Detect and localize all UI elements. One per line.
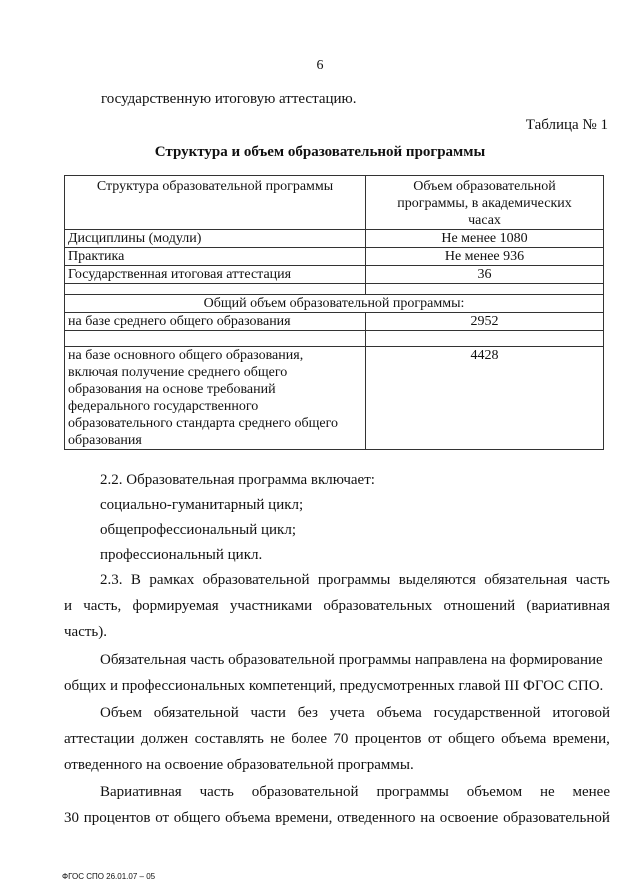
paragraph-line: Обязательная часть образовательной программы направлена на формирование	[100, 652, 603, 668]
intro-line: государственную итоговую аттестацию.	[101, 91, 357, 107]
word: части	[250, 705, 286, 721]
word: должен	[140, 731, 189, 747]
word: объемом	[466, 784, 523, 800]
word: времени,	[552, 731, 610, 747]
section-2-3-line	[64, 598, 610, 615]
word: часть,	[83, 598, 122, 614]
header-volume-line: часах	[468, 213, 501, 228]
header-volume-line: программы, в академических	[397, 196, 572, 211]
total-header-cell: Общий объем образовательной программы:	[65, 295, 604, 313]
word: процентов	[83, 810, 151, 826]
row-value: Не менее 1080	[366, 230, 604, 248]
word: не	[539, 784, 555, 800]
word: учета	[329, 705, 365, 721]
row-label-line: образования на основе требований	[68, 382, 276, 397]
paragraph-line	[100, 705, 610, 722]
word: объема	[501, 731, 547, 747]
word: обязательная	[484, 572, 568, 588]
row-label: Государственная итоговая аттестация	[65, 266, 366, 284]
word: обязательной	[153, 705, 239, 721]
word: объема	[376, 705, 422, 721]
word: формируемая	[132, 598, 219, 614]
table-row	[65, 248, 604, 266]
word: от	[427, 731, 442, 747]
page-number: 6	[316, 58, 324, 73]
word: Вариативная	[100, 784, 182, 800]
section-2-3-line	[100, 572, 610, 589]
spacer-cell	[366, 331, 604, 347]
paragraph-line	[100, 784, 610, 801]
word: выделяются	[398, 572, 476, 588]
word: часть	[575, 572, 610, 588]
table-header-row	[65, 176, 604, 230]
word: (вариативная	[526, 598, 610, 614]
word: образовательных	[323, 598, 433, 614]
paragraph-line	[64, 731, 610, 748]
word: общего	[448, 731, 495, 747]
word: отведенного	[337, 810, 416, 826]
word: от	[155, 810, 170, 826]
word: составлять	[194, 731, 264, 747]
word: образовательной	[503, 810, 610, 826]
word: рамках	[149, 572, 195, 588]
word: времени,	[275, 810, 333, 826]
word: программы	[317, 572, 391, 588]
table-spacer-row	[65, 284, 604, 295]
program-structure-table	[64, 175, 604, 450]
word: процентов	[354, 731, 422, 747]
table-spacer-row	[65, 331, 604, 347]
table-row	[65, 313, 604, 331]
header-structure-cell: Структура образовательной программы	[65, 176, 366, 230]
word: В	[130, 572, 141, 588]
word: 2.3.	[100, 572, 123, 588]
word: образовательной	[251, 784, 359, 800]
section-2-3-line: часть).	[64, 624, 108, 640]
word: менее	[572, 784, 610, 800]
section-2-2: 2.2. Образовательная программа включает:	[100, 472, 375, 488]
word: на	[420, 810, 435, 826]
header-volume-line: Объем образовательной	[413, 179, 556, 194]
row-label-line: образовательного стандарта среднего общего	[68, 416, 338, 431]
row-value: 4428	[366, 347, 604, 450]
row-label-line: образования	[68, 433, 142, 448]
word: отношений	[443, 598, 516, 614]
paragraph-line	[64, 810, 610, 827]
word: итоговой	[552, 705, 610, 721]
cycle-item: социально-гуманитарный цикл;	[100, 497, 304, 513]
word: 70	[333, 731, 349, 747]
row-label-line: включая получение среднего общего	[68, 365, 288, 380]
word: Объем	[100, 705, 142, 721]
row-value: Не менее 936	[366, 248, 604, 266]
word: общего	[173, 810, 221, 826]
word: образовательной	[202, 572, 310, 588]
table-row	[65, 230, 604, 248]
table-title: Структура и объем образовательной программы	[154, 144, 486, 160]
row-label: на базе среднего общего образования	[65, 313, 366, 331]
word: и	[64, 598, 73, 614]
paragraph-line: отведенного на освоение образовательной программы.	[64, 757, 414, 773]
spacer-cell	[65, 284, 366, 295]
word: часть	[199, 784, 234, 800]
table-row	[65, 266, 604, 284]
spacer-cell	[65, 331, 366, 347]
row-value: 36	[366, 266, 604, 284]
word: более	[291, 731, 328, 747]
word: не	[270, 731, 285, 747]
row-label: Практика	[65, 248, 366, 266]
cycle-item: общепрофессиональный цикл;	[100, 522, 296, 538]
word: программы	[376, 784, 449, 800]
spacer-cell	[366, 284, 604, 295]
row-label	[65, 347, 366, 450]
word: без	[297, 705, 318, 721]
row-label-line: на базе основного общего образования,	[68, 348, 304, 363]
word: объема	[225, 810, 271, 826]
word: аттестации	[64, 731, 135, 747]
row-label: Дисциплины (модули)	[65, 230, 366, 248]
row-label-line: федерального государственного	[68, 399, 259, 414]
total-header-row	[65, 295, 604, 313]
word: освоение	[439, 810, 499, 826]
word: участниками	[229, 598, 313, 614]
word: государственной	[433, 705, 541, 721]
paragraph-line: общих и профессиональных компетенций, предусмотренных главой III ФГОС СПО.	[64, 678, 604, 694]
table-row	[65, 347, 604, 450]
table-number: Таблица № 1	[525, 117, 608, 133]
cycle-item: профессиональный цикл.	[100, 547, 263, 563]
footer-code: ФГОС СПО 26.01.07 – 05	[62, 872, 156, 881]
word: 30	[64, 810, 79, 826]
row-value: 2952	[366, 313, 604, 331]
header-volume-cell	[366, 176, 604, 230]
